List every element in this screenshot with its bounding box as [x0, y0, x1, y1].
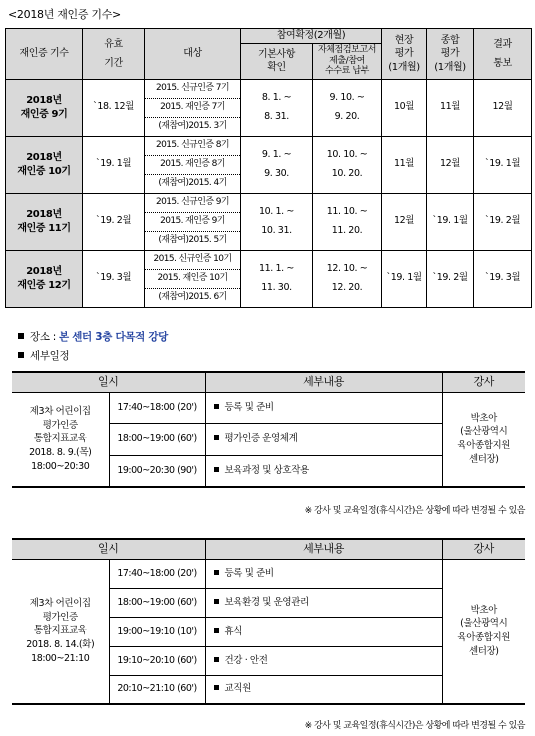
header-cohort: 재인증 기수	[6, 29, 83, 80]
header-content: 세부내용	[205, 539, 442, 559]
instructor-cell: 박초아 (울산광역시 육아종합지원 센터장)	[442, 392, 525, 487]
content-cell: 등록 및 준비	[205, 392, 442, 423]
bullet-square-icon	[214, 628, 219, 633]
session-cell: 제3차 어린이집 평가인증 통합지표교육 2018. 8. 14.(화) 18:00~21:10	[12, 559, 109, 704]
bullet-square-icon	[18, 333, 24, 339]
content-cell: 보육과정 및 상호작용	[205, 455, 442, 487]
basic-period-cell: 8. 1. ~ 8. 31.	[241, 79, 313, 136]
detail-heading-line	[18, 348, 69, 363]
report-period-cell: 9. 10. ~ 9. 20.	[313, 79, 382, 136]
target-cell: 2015. 재인증 7기	[145, 98, 241, 117]
cohort-cell: 2018년 재인증 10기	[6, 136, 83, 193]
schedule-row	[12, 392, 525, 423]
target-cell: 2015. 신규인증 10기	[145, 250, 241, 269]
result-cell: `19. 2월	[474, 193, 532, 250]
time-cell: 18:00~19:00 (60')	[109, 423, 205, 455]
header-basic: 기본사항 확인	[241, 43, 313, 79]
content-cell: 등록 및 준비	[205, 559, 442, 588]
bullet-square-icon	[214, 435, 219, 440]
header-content: 세부내용	[205, 372, 442, 392]
instructor-cell: 박초아 (울산광역시 육아종합지원 센터장)	[442, 559, 525, 704]
field-eval-cell: `19. 1월	[382, 250, 427, 307]
header-instructor: 강사	[442, 539, 525, 559]
target-cell: 2015. 재인증 8기	[145, 155, 241, 174]
schedule-table-1	[12, 371, 525, 488]
venue-value: 본 센터 3층 다목적 강당	[59, 331, 169, 343]
time-cell: 17:40~18:00 (20')	[109, 392, 205, 423]
content-cell: 평가인증 운영체계	[205, 423, 442, 455]
content-cell: 보육환경 및 운영관리	[205, 588, 442, 617]
overall-eval-cell: 11월	[427, 79, 474, 136]
validity-cell: `18. 12월	[83, 79, 145, 136]
session-cell: 제3차 어린이집 평가인증 통합지표교육 2018. 8. 9.(목) 18:00~20:30	[12, 392, 109, 487]
basic-period-cell: 11. 1. ~ 11. 30.	[241, 250, 313, 307]
venue-label: 장소 :	[30, 331, 56, 343]
cohort-table	[5, 28, 532, 308]
header-result: 결과 통보	[474, 29, 532, 80]
bullet-square-icon	[18, 352, 24, 358]
bullet-square-icon	[214, 599, 219, 604]
table-row	[6, 250, 532, 269]
table-caption: <2018년 재인증 기수>	[8, 8, 121, 21]
validity-cell: `19. 2월	[83, 193, 145, 250]
report-period-cell: 10. 10. ~ 10. 20.	[313, 136, 382, 193]
header-datetime: 일시	[12, 372, 205, 392]
header-overall: 종합 평가 (1개월)	[427, 29, 474, 80]
content-cell: 교직원	[205, 675, 442, 704]
table-row	[6, 79, 532, 98]
table-row	[6, 193, 532, 212]
header-target: 대상	[145, 29, 241, 80]
time-cell: 19:00~20:30 (90')	[109, 455, 205, 487]
basic-period-cell: 10. 1. ~ 10. 31.	[241, 193, 313, 250]
bullet-square-icon	[214, 657, 219, 662]
time-cell: 19:10~20:10 (60')	[109, 646, 205, 675]
target-cell: (재참여)2015. 6기	[145, 288, 241, 307]
table-row	[6, 136, 532, 155]
schedule-note-2: ※ 강사 및 교육일정(휴식시간)은 상황에 따라 변경될 수 있음	[304, 721, 525, 731]
cohort-cell: 2018년 재인증 9기	[6, 79, 83, 136]
overall-eval-cell: `19. 2월	[427, 250, 474, 307]
result-cell: `19. 3월	[474, 250, 532, 307]
time-cell: 17:40~18:00 (20')	[109, 559, 205, 588]
content-cell: 건강 · 안전	[205, 646, 442, 675]
cohort-cell: 2018년 재인증 11기	[6, 193, 83, 250]
target-cell: 2015. 신규인증 8기	[145, 136, 241, 155]
schedule-table-2	[12, 538, 525, 705]
field-eval-cell: 10월	[382, 79, 427, 136]
target-cell: 2015. 재인증 9기	[145, 212, 241, 231]
header-validity: 유효 기간	[83, 29, 145, 80]
validity-cell: `19. 1월	[83, 136, 145, 193]
target-cell: 2015. 신규인증 9기	[145, 193, 241, 212]
overall-eval-cell: `19. 1월	[427, 193, 474, 250]
target-cell: (재참여)2015. 3기	[145, 117, 241, 136]
bullet-square-icon	[214, 570, 219, 575]
field-eval-cell: 12월	[382, 193, 427, 250]
time-cell: 20:10~21:10 (60')	[109, 675, 205, 704]
header-field: 현장 평가 (1개월)	[382, 29, 427, 80]
validity-cell: `19. 3월	[83, 250, 145, 307]
field-eval-cell: 11월	[382, 136, 427, 193]
result-cell: `19. 1월	[474, 136, 532, 193]
schedule-row	[12, 559, 525, 588]
target-cell: 2015. 신규인증 7기	[145, 79, 241, 98]
header-datetime: 일시	[12, 539, 205, 559]
time-cell: 18:00~19:00 (60')	[109, 588, 205, 617]
basic-period-cell: 9. 1. ~ 9. 30.	[241, 136, 313, 193]
report-period-cell: 11. 10. ~ 11. 20.	[313, 193, 382, 250]
cohort-cell: 2018년 재인증 12기	[6, 250, 83, 307]
content-cell: 휴식	[205, 617, 442, 646]
report-period-cell: 12. 10. ~ 12. 20.	[313, 250, 382, 307]
bullet-square-icon	[214, 467, 219, 472]
time-cell: 19:00~19:10 (10')	[109, 617, 205, 646]
result-cell: 12월	[474, 79, 532, 136]
bullet-square-icon	[214, 685, 219, 690]
venue-line	[18, 329, 168, 344]
detail-heading: 세부일정	[30, 350, 70, 362]
overall-eval-cell: 12월	[427, 136, 474, 193]
target-cell: (재참여)2015. 4기	[145, 174, 241, 193]
target-cell: (재참여)2015. 5기	[145, 231, 241, 250]
header-confirm: 참여확정(2개월)	[241, 29, 382, 44]
header-self-report: 자체점검보고서 제출/참여 수수료 납부	[313, 43, 382, 79]
bullet-square-icon	[214, 404, 219, 409]
schedule-note-1: ※ 강사 및 교육일정(휴식시간)은 상황에 따라 변경될 수 있음	[304, 506, 525, 516]
target-cell: 2015. 재인증 10기	[145, 269, 241, 288]
header-instructor: 강사	[442, 372, 525, 392]
